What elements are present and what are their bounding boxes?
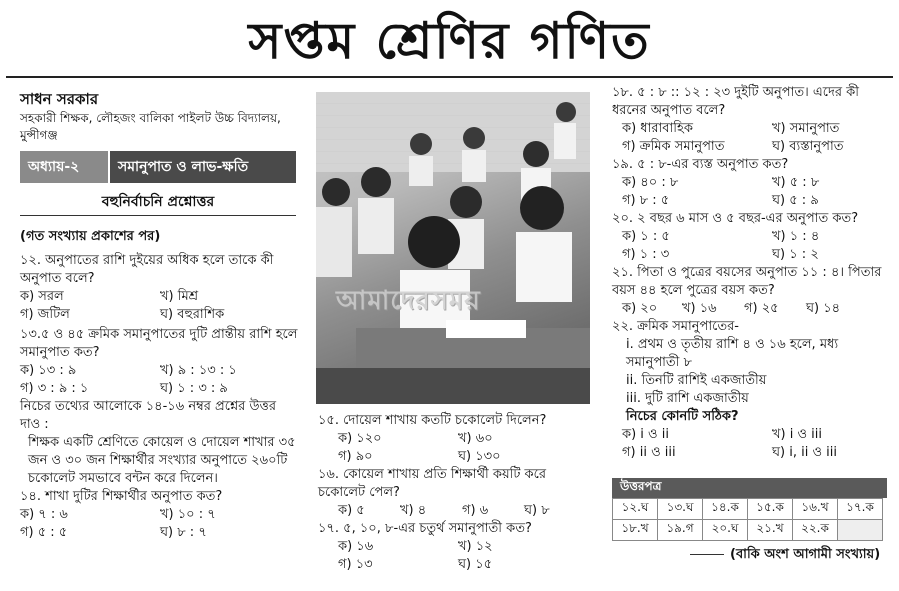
option: ক) সরল bbox=[20, 289, 64, 304]
option: ঘ) বহুরাশিক bbox=[160, 307, 225, 322]
option: গ) ৬ bbox=[462, 503, 489, 518]
question-14: ১৪. শাখা দুটির শিক্ষার্থীর অনুপাত কত? bbox=[20, 489, 223, 504]
answer-cell: ২০.ঘ bbox=[703, 520, 748, 541]
author-affiliation: সহকারী শিক্ষক, লৌহজং বালিকা পাইলট উচ্চ বিদ্যালয়, মুন্সীগঞ্জ bbox=[20, 111, 281, 142]
author-name: সাধন সরকার bbox=[20, 90, 99, 108]
answer-cell: ১৯.গ bbox=[658, 520, 703, 541]
option: খ) ৫ : ৮ bbox=[772, 175, 820, 190]
question-13: ১৩.৫ ও ৪৫ ক্রমিক সমানুপাতের দুটি প্রান্তীয় রাশি হলে সমানুপাত কত? bbox=[20, 327, 298, 360]
option: গ) ৩ : ৯ : ১ bbox=[20, 381, 89, 396]
option: ঘ) ৮ bbox=[524, 503, 550, 518]
option: ঘ) ব্যস্তানুপাত bbox=[772, 139, 844, 154]
question-block-middle bbox=[318, 412, 590, 574]
option: খ) ১৬ bbox=[682, 301, 717, 316]
chapter-banner bbox=[20, 151, 296, 183]
continued-note: (বাকি অংশ আগামী সংখ্যায়) bbox=[730, 547, 881, 562]
answer-cell: ১৫.ক bbox=[748, 499, 793, 520]
option: খ) ৬০ bbox=[458, 431, 493, 446]
question-20-options-row1 bbox=[612, 228, 892, 246]
question-18: ১৮. ৫ : ৮ :: ১২ : ২৩ দুইটি অনুপাত। এদের কী ধরনের অনুপাত বলে? bbox=[612, 85, 859, 118]
option: ঘ) ৮ : ৭ bbox=[160, 525, 207, 540]
question-17-options-row1 bbox=[318, 538, 590, 556]
question-block-left bbox=[20, 252, 298, 542]
section-heading: বহুনির্বাচনি প্রশ্নোত্তর bbox=[101, 194, 215, 210]
option: ঘ) ১ : ২ bbox=[772, 247, 819, 262]
question-16-options bbox=[318, 502, 590, 520]
question-15: ১৫. দোয়েল শাখায় কতটি চকোলেট দিলেন? bbox=[318, 413, 547, 428]
option: ঘ) ১ : ৩ : ৯ bbox=[160, 381, 228, 396]
question-22-options-row2 bbox=[612, 444, 892, 462]
option: ক) ৪০ : ৮ bbox=[622, 175, 679, 190]
question-16: ১৬. কোয়েল শাখায় প্রতি শিক্ষার্থী কয়টি করে চকোলেট পেল? bbox=[318, 467, 547, 500]
option: খ) ১০ : ৭ bbox=[160, 507, 216, 522]
passage-instruction: নিচের তথ্যের আলোকে ১৪-১৬ নম্বর প্রশ্নের উত্তর দাও : bbox=[20, 399, 276, 432]
option: খ) ১ : ৪ bbox=[772, 229, 820, 244]
option: খ) ৯ : ১৩ : ১ bbox=[160, 363, 237, 378]
answer-cell: ২১.খ bbox=[748, 520, 793, 541]
option: খ) ৪ bbox=[400, 503, 427, 518]
question-13-options-row1 bbox=[20, 362, 298, 380]
answer-row bbox=[613, 499, 883, 520]
question-21: ২১. পিতা ও পুত্রের বয়সের অনুপাত ১১ : ৪। পিতার বয়স ৪৪ হলে পুত্রের বয়স কত? bbox=[612, 265, 882, 298]
question-12: ১২. অনুপাতের রাশি দুইয়ের অধিক হলে তাকে কী অনুপাত বলে? bbox=[20, 253, 274, 286]
option: ঘ) ১৪ bbox=[806, 301, 841, 316]
passage-body: শিক্ষক একটি শ্রেণিতে কোয়েল ও দোয়েল শাখার ৩৫ জন ও ৩০ জন শিক্ষার্থীর সংখ্যার অনুপাতে ২৬০টি চকোলেট সমভাবে বন্টন করে দিলেন। bbox=[28, 435, 296, 486]
option: ক) ১২০ bbox=[338, 431, 382, 446]
answer-cell: ২২.ক bbox=[793, 520, 838, 541]
question-20-options-row2 bbox=[612, 246, 892, 264]
option: গ) ৯০ bbox=[338, 449, 373, 464]
question-19-options-row2 bbox=[612, 192, 892, 210]
question-18-options-row1 bbox=[612, 120, 892, 138]
option: খ) সমানুপাত bbox=[772, 121, 840, 136]
option: খ) ১২ bbox=[458, 539, 493, 554]
option: গ) ৫ : ৫ bbox=[20, 525, 68, 540]
option: ঘ) ১৫ bbox=[458, 557, 493, 572]
question-15-options-row1 bbox=[318, 430, 590, 448]
option: গ) ২৫ bbox=[744, 301, 779, 316]
answer-cell: ১৮.খ bbox=[613, 520, 658, 541]
question-19-options-row1 bbox=[612, 174, 892, 192]
option: খ) মিশ্র bbox=[160, 289, 199, 304]
question-18-options-row2 bbox=[612, 138, 892, 156]
answer-cell: ১৭.ক bbox=[838, 499, 883, 520]
statement-i: i. প্রথম ও তৃতীয় রাশি ৪ ও ১৬ হলে, মধ্য সমানুপাতী ৮ bbox=[626, 337, 839, 370]
statement-iii: iii. দুটি রাশি একজাতীয় bbox=[626, 391, 749, 406]
page-title: সপ্তম শ্রেণির গণিত bbox=[248, 11, 651, 70]
option: ক) ১৩ : ৯ bbox=[20, 363, 77, 378]
section-divider bbox=[20, 215, 296, 216]
classroom-photo bbox=[316, 92, 590, 404]
question-17-options-row2 bbox=[318, 556, 590, 574]
answer-row bbox=[613, 520, 883, 541]
question-12-options-row1 bbox=[20, 288, 298, 306]
question-22: ২২. ক্রমিক সমানুপাতের- bbox=[612, 319, 739, 334]
question-14-options-row1 bbox=[20, 506, 298, 524]
option: ক) ৫ bbox=[338, 503, 365, 518]
question-19: ১৯. ৫ : ৮-এর ব্যস্ত অনুপাত কত? bbox=[612, 157, 789, 172]
option: গ) ১ : ৩ bbox=[622, 247, 670, 262]
option: ঘ) ১৩০ bbox=[458, 449, 501, 464]
question-12-options-row2 bbox=[20, 306, 298, 324]
question-22-prompt: নিচের কোনটি সঠিক? bbox=[626, 409, 739, 424]
answer-cell bbox=[838, 520, 883, 541]
option: গ) ৮ : ৫ bbox=[622, 193, 670, 208]
option: গ) ii ও iii bbox=[622, 445, 676, 460]
option: গ) ১৩ bbox=[338, 557, 373, 572]
footer-dash bbox=[690, 554, 724, 555]
question-22-options-row1 bbox=[612, 426, 892, 444]
chapter-name: সমানুপাত ও লাভ-ক্ষতি bbox=[110, 151, 296, 183]
continuation-note: (গত সংখ্যায় প্রকাশের পর) bbox=[20, 229, 161, 244]
answer-cell: ১২.ঘ bbox=[613, 499, 658, 520]
statement-ii: ii. তিনটি রাশিই একজাতীয় bbox=[626, 373, 767, 388]
answer-key-heading: উত্তরপত্র bbox=[612, 478, 887, 498]
option: খ) i ও iii bbox=[772, 427, 823, 442]
option: ক) ৭ : ৬ bbox=[20, 507, 68, 522]
answer-cell: ১৬.খ bbox=[793, 499, 838, 520]
question-15-options-row2 bbox=[318, 448, 590, 466]
question-14-options-row2 bbox=[20, 524, 298, 542]
question-21-options bbox=[612, 300, 892, 318]
answer-key-table bbox=[612, 498, 883, 541]
question-17: ১৭. ৫, ১০, ৮-এর চতুর্থ সমানুপাতী কত? bbox=[318, 521, 532, 536]
option: ঘ) ৫ : ৯ bbox=[772, 193, 819, 208]
chapter-number: অধ্যায়-২ bbox=[20, 151, 108, 183]
question-20: ২০. ২ বছর ৬ মাস ও ৫ বছর-এর অনুপাত কত? bbox=[612, 211, 859, 226]
question-13-options-row2 bbox=[20, 380, 298, 398]
option: ক) ১৬ bbox=[338, 539, 374, 554]
classroom-illustration bbox=[316, 92, 590, 404]
option: গ) জটিল bbox=[20, 307, 70, 322]
option: ঘ) i, ii ও iii bbox=[772, 445, 838, 460]
option: গ) ক্রমিক সমানুপাত bbox=[622, 139, 725, 154]
answer-cell: ১৩.ঘ bbox=[658, 499, 703, 520]
title-divider bbox=[6, 76, 893, 78]
question-block-right bbox=[612, 84, 892, 462]
answer-cell: ১৪.ক bbox=[703, 499, 748, 520]
option: ক) ২০ bbox=[622, 301, 658, 316]
watermark-logo: আমাদেরসময় bbox=[336, 286, 481, 316]
option: ক) ১ : ৫ bbox=[622, 229, 670, 244]
option: ক) ধারাবাহিক bbox=[622, 121, 693, 136]
answer-grid bbox=[612, 498, 883, 541]
option: ক) i ও ii bbox=[622, 427, 669, 442]
